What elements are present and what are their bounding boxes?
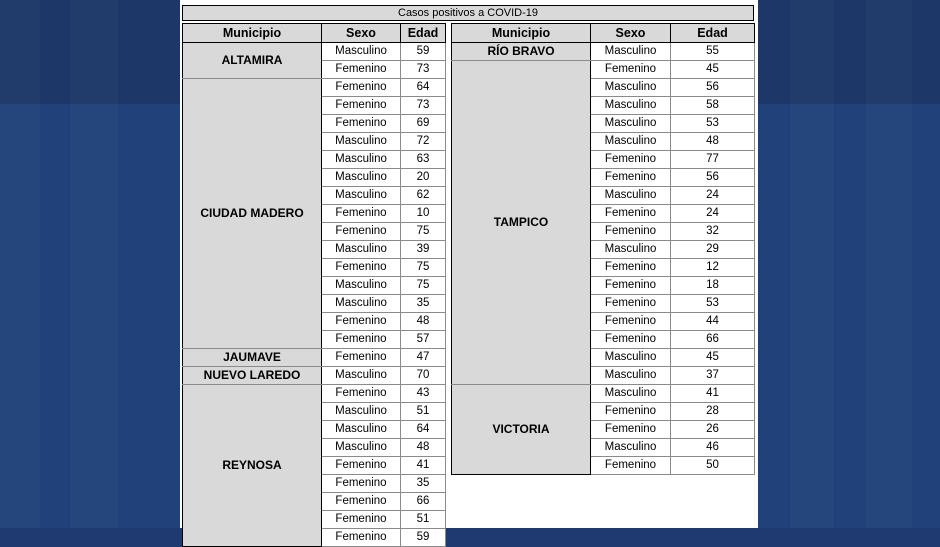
sexo-cell: Masculino xyxy=(322,169,401,187)
sexo-cell: Femenino xyxy=(322,223,401,241)
edad-cell: 75 xyxy=(401,259,446,277)
edad-cell: 10 xyxy=(401,205,446,223)
edad-cell: 29 xyxy=(671,241,755,259)
column-header-sexo: Sexo xyxy=(322,24,401,43)
sexo-cell: Masculino xyxy=(322,367,401,385)
sexo-cell: Femenino xyxy=(322,493,401,511)
sexo-cell: Femenino xyxy=(591,61,671,79)
municipio-cell: VICTORIA xyxy=(452,385,591,475)
sexo-cell: Masculino xyxy=(322,187,401,205)
table-left-header xyxy=(183,24,446,43)
edad-cell: 55 xyxy=(671,43,755,61)
sexo-cell: Masculino xyxy=(322,403,401,421)
municipio-cell: ALTAMIRA xyxy=(183,43,322,79)
sexo-cell: Masculino xyxy=(322,295,401,313)
sexo-cell: Masculino xyxy=(322,421,401,439)
sexo-cell: Femenino xyxy=(591,259,671,277)
edad-cell: 66 xyxy=(401,493,446,511)
edad-cell: 24 xyxy=(671,205,755,223)
edad-cell: 47 xyxy=(401,349,446,367)
edad-cell: 53 xyxy=(671,115,755,133)
table-row xyxy=(183,43,446,61)
sexo-cell: Femenino xyxy=(322,457,401,475)
sexo-cell: Femenino xyxy=(591,205,671,223)
edad-cell: 56 xyxy=(671,79,755,97)
sexo-cell: Femenino xyxy=(591,277,671,295)
background-column-3 xyxy=(790,0,834,528)
edad-cell: 12 xyxy=(671,259,755,277)
table-row xyxy=(452,61,755,79)
sexo-cell: Femenino xyxy=(591,295,671,313)
edad-cell: 75 xyxy=(401,223,446,241)
edad-cell: 51 xyxy=(401,511,446,529)
edad-cell: 41 xyxy=(671,385,755,403)
edad-cell: 48 xyxy=(401,313,446,331)
sexo-cell: Femenino xyxy=(322,313,401,331)
sexo-cell: Masculino xyxy=(322,439,401,457)
edad-cell: 75 xyxy=(401,277,446,295)
edad-cell: 18 xyxy=(671,277,755,295)
edad-cell: 72 xyxy=(401,133,446,151)
sexo-cell: Masculino xyxy=(591,115,671,133)
sexo-cell: Femenino xyxy=(322,61,401,79)
table-row xyxy=(183,349,446,367)
sexo-cell: Masculino xyxy=(322,277,401,295)
covid-table-right xyxy=(451,23,755,475)
table-title: Casos positivos a COVID-19 xyxy=(182,5,754,21)
sexo-cell: Femenino xyxy=(591,223,671,241)
table-row xyxy=(183,79,446,97)
municipio-cell: NUEVO LAREDO xyxy=(183,367,322,385)
edad-cell: 51 xyxy=(401,403,446,421)
sexo-cell: Femenino xyxy=(322,349,401,367)
edad-cell: 50 xyxy=(671,457,755,475)
column-header-municipio: Municipio xyxy=(452,24,591,43)
sexo-cell: Femenino xyxy=(322,529,401,547)
sexo-cell: Femenino xyxy=(322,97,401,115)
sexo-cell: Femenino xyxy=(591,331,671,349)
sexo-cell: Masculino xyxy=(591,97,671,115)
edad-cell: 24 xyxy=(671,187,755,205)
covid-table-left xyxy=(182,23,446,547)
sexo-cell: Femenino xyxy=(322,385,401,403)
edad-cell: 64 xyxy=(401,79,446,97)
edad-cell: 35 xyxy=(401,295,446,313)
edad-cell: 48 xyxy=(671,133,755,151)
edad-cell: 64 xyxy=(401,421,446,439)
sexo-cell: Masculino xyxy=(591,367,671,385)
municipio-cell: JAUMAVE xyxy=(183,349,322,367)
sexo-cell: Femenino xyxy=(322,259,401,277)
edad-cell: 58 xyxy=(671,97,755,115)
sexo-cell: Masculino xyxy=(591,385,671,403)
column-header-edad: Edad xyxy=(401,24,446,43)
table-row xyxy=(452,385,755,403)
table-right-header xyxy=(452,24,755,43)
sexo-cell: Masculino xyxy=(591,79,671,97)
edad-cell: 73 xyxy=(401,61,446,79)
sexo-cell: Masculino xyxy=(591,439,671,457)
edad-cell: 35 xyxy=(401,475,446,493)
sexo-cell: Femenino xyxy=(322,475,401,493)
edad-cell: 63 xyxy=(401,151,446,169)
edad-cell: 43 xyxy=(401,385,446,403)
sexo-cell: Femenino xyxy=(591,151,671,169)
background-column-1 xyxy=(0,0,40,528)
sexo-cell: Masculino xyxy=(591,349,671,367)
header-row xyxy=(452,24,755,43)
column-header-edad: Edad xyxy=(671,24,755,43)
sexo-cell: Femenino xyxy=(591,457,671,475)
table-row xyxy=(183,385,446,403)
sexo-cell: Femenino xyxy=(591,403,671,421)
edad-cell: 59 xyxy=(401,529,446,547)
edad-cell: 69 xyxy=(401,115,446,133)
edad-cell: 57 xyxy=(401,331,446,349)
edad-cell: 66 xyxy=(671,331,755,349)
table-right-body xyxy=(452,43,755,475)
sexo-cell: Masculino xyxy=(591,187,671,205)
table-sheet xyxy=(180,0,758,543)
edad-cell: 73 xyxy=(401,97,446,115)
municipio-cell: CIUDAD MADERO xyxy=(183,79,322,349)
sexo-cell: Masculino xyxy=(591,241,671,259)
edad-cell: 41 xyxy=(401,457,446,475)
edad-cell: 56 xyxy=(671,169,755,187)
sexo-cell: Masculino xyxy=(322,241,401,259)
edad-cell: 62 xyxy=(401,187,446,205)
header-row xyxy=(183,24,446,43)
edad-cell: 20 xyxy=(401,169,446,187)
column-header-sexo: Sexo xyxy=(591,24,671,43)
sexo-cell: Masculino xyxy=(591,133,671,151)
municipio-cell: TAMPICO xyxy=(452,61,591,385)
edad-cell: 46 xyxy=(671,439,755,457)
sexo-cell: Femenino xyxy=(322,115,401,133)
sexo-cell: Femenino xyxy=(322,79,401,97)
municipio-cell: REYNOSA xyxy=(183,385,322,547)
edad-cell: 44 xyxy=(671,313,755,331)
edad-cell: 70 xyxy=(401,367,446,385)
edad-cell: 77 xyxy=(671,151,755,169)
edad-cell: 26 xyxy=(671,421,755,439)
column-header-municipio: Municipio xyxy=(183,24,322,43)
edad-cell: 32 xyxy=(671,223,755,241)
sexo-cell: Femenino xyxy=(322,511,401,529)
edad-cell: 39 xyxy=(401,241,446,259)
table-row xyxy=(452,43,755,61)
edad-cell: 37 xyxy=(671,367,755,385)
table-left-body xyxy=(183,43,446,547)
edad-cell: 45 xyxy=(671,61,755,79)
sexo-cell: Femenino xyxy=(322,205,401,223)
sexo-cell: Masculino xyxy=(591,43,671,61)
sexo-cell: Femenino xyxy=(591,313,671,331)
sexo-cell: Femenino xyxy=(591,421,671,439)
sexo-cell: Masculino xyxy=(322,43,401,61)
edad-cell: 45 xyxy=(671,349,755,367)
table-row xyxy=(183,367,446,385)
municipio-cell: RÍO BRAVO xyxy=(452,43,591,61)
edad-cell: 53 xyxy=(671,295,755,313)
edad-cell: 48 xyxy=(401,439,446,457)
sexo-cell: Femenino xyxy=(322,331,401,349)
edad-cell: 59 xyxy=(401,43,446,61)
edad-cell: 28 xyxy=(671,403,755,421)
background-column-4 xyxy=(866,0,912,528)
sexo-cell: Masculino xyxy=(322,133,401,151)
sexo-cell: Masculino xyxy=(322,151,401,169)
sexo-cell: Femenino xyxy=(591,169,671,187)
background-column-2 xyxy=(70,0,118,528)
